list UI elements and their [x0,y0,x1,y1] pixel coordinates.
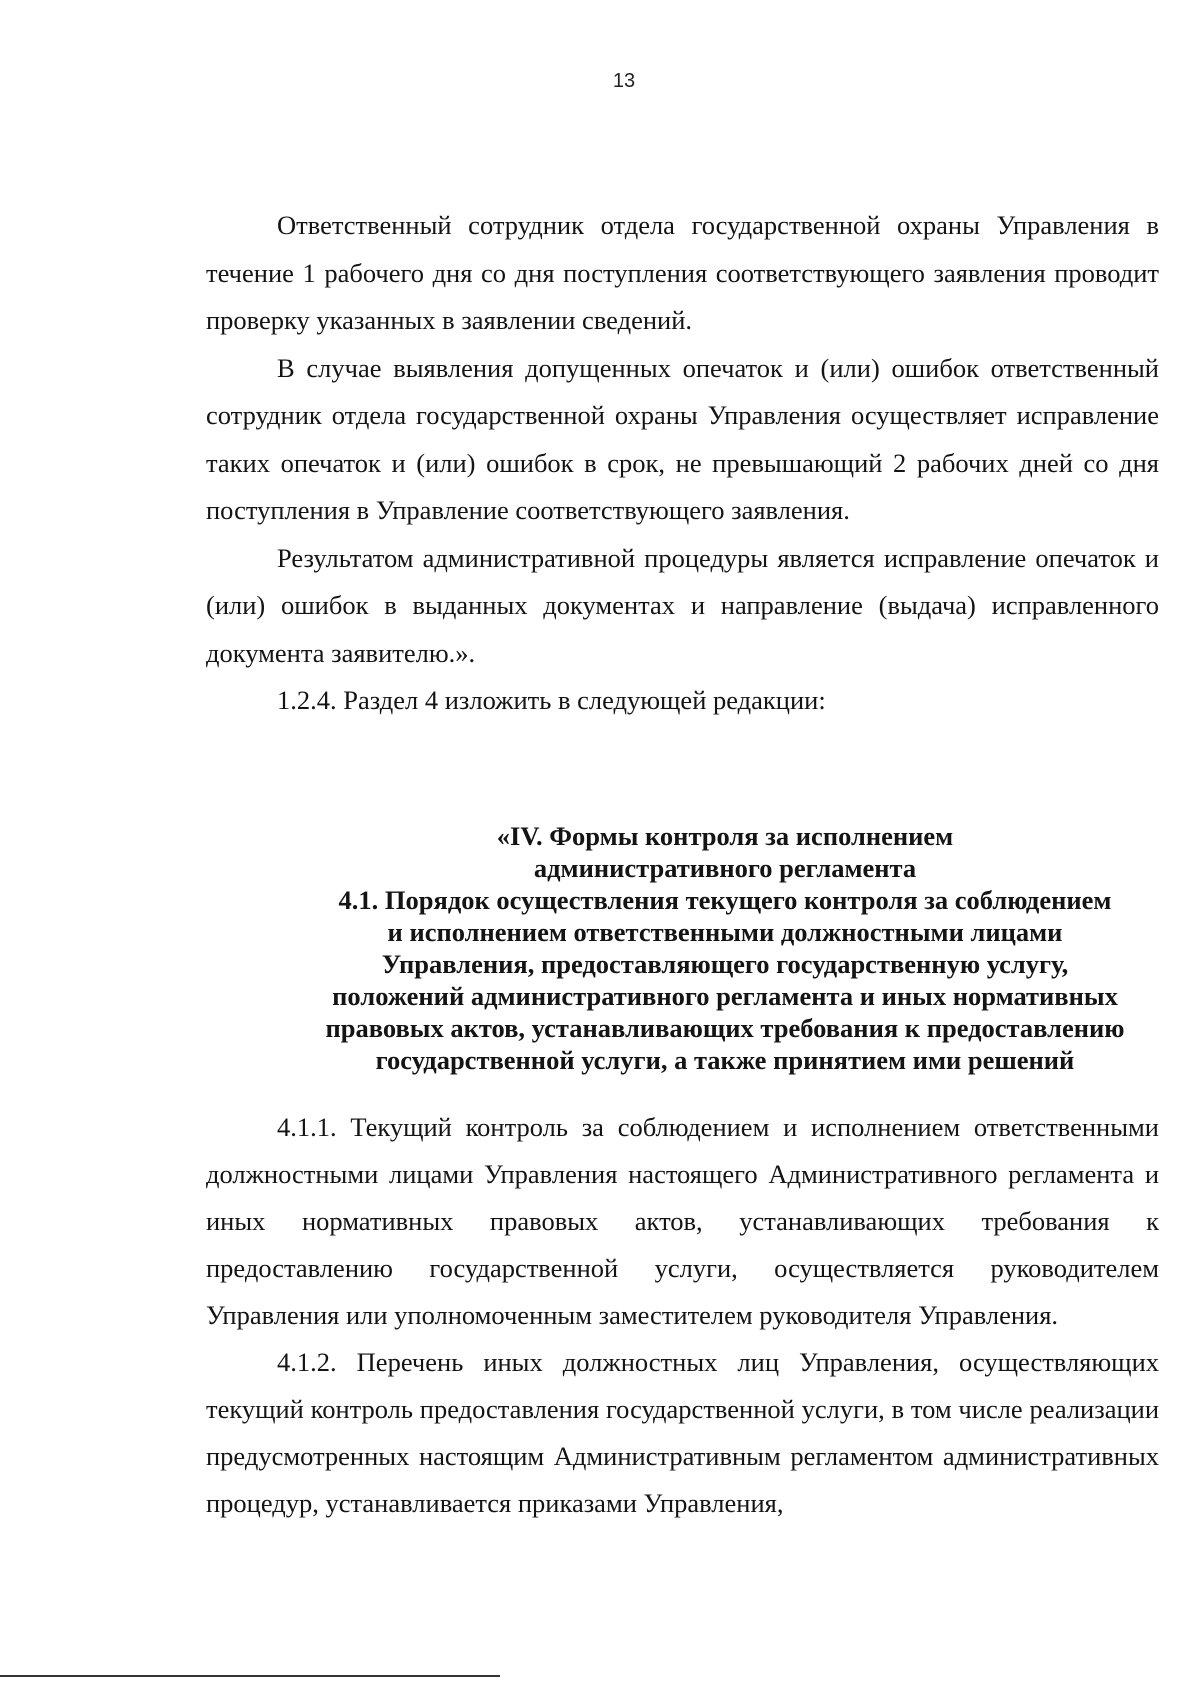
footer-rule [0,1675,500,1677]
heading-line: административного регламента [533,853,917,883]
body-text-bottom [206,1104,1159,1527]
section-heading [250,820,1200,1076]
heading-line: государственной услуги, а также принятием ими решений [375,1045,1075,1075]
paragraph: 1.2.4. Раздел 4 изложить в следующей редакции: [277,685,826,715]
heading-line: 4.1. Порядок осуществления текущего контроля за соблюдением [338,885,1112,915]
body-text-top [206,202,1159,725]
paragraph: Результатом административной процедуры является исправление опечаток и (или) ошибок в выданных документах и направление (выдача) исправленного документа заявителю.». [206,542,1159,668]
heading-line: «IV. Формы контроля за исполнением [496,821,954,851]
page-number: 13 [612,70,636,92]
heading-line: и исполнением ответственными должностными лицами [387,917,1063,947]
paragraph: 4.1.1. Текущий контроль за соблюдением и исполнением ответственными должностными лицами Управления настоящего Административного регламента и иных нормативных правовых актов, устанавливающих требования к предоставлению государственной услуги, осуществляется руководителем Управления или уполномоченным заместителем руководителя Управления. [206,1112,1159,1330]
heading-line: положений административного регламента и иных нормативных [332,981,1118,1011]
heading-line: Управления, предоставляющего государственную услугу, [381,949,1069,979]
paragraph: 4.1.2. Перечень иных должностных лиц Управления, осуществляющих текущий контроль предоставления государственной услуги, в том числе реализации предусмотренных настоящим Административным регламентом административных процедур, устанавливается приказами Управления, [206,1347,1159,1518]
paragraph: Ответственный сотрудник отдела государственной охраны Управления в течение 1 рабочего дня со дня поступления соответствующего заявления проводит проверку указанных в заявлении сведений. [206,210,1159,335]
heading-line: правовых актов, устанавливающих требования к предоставлению [325,1013,1125,1043]
paragraph: В случае выявления допущенных опечаток и (или) ошибок ответственный сотрудник отдела государственной охраны Управления осуществляет исправление таких опечаток и (или) ошибок в срок, не превышающий 2 рабочих дней со дня поступления в Управление соответствующего заявления. [206,352,1159,525]
